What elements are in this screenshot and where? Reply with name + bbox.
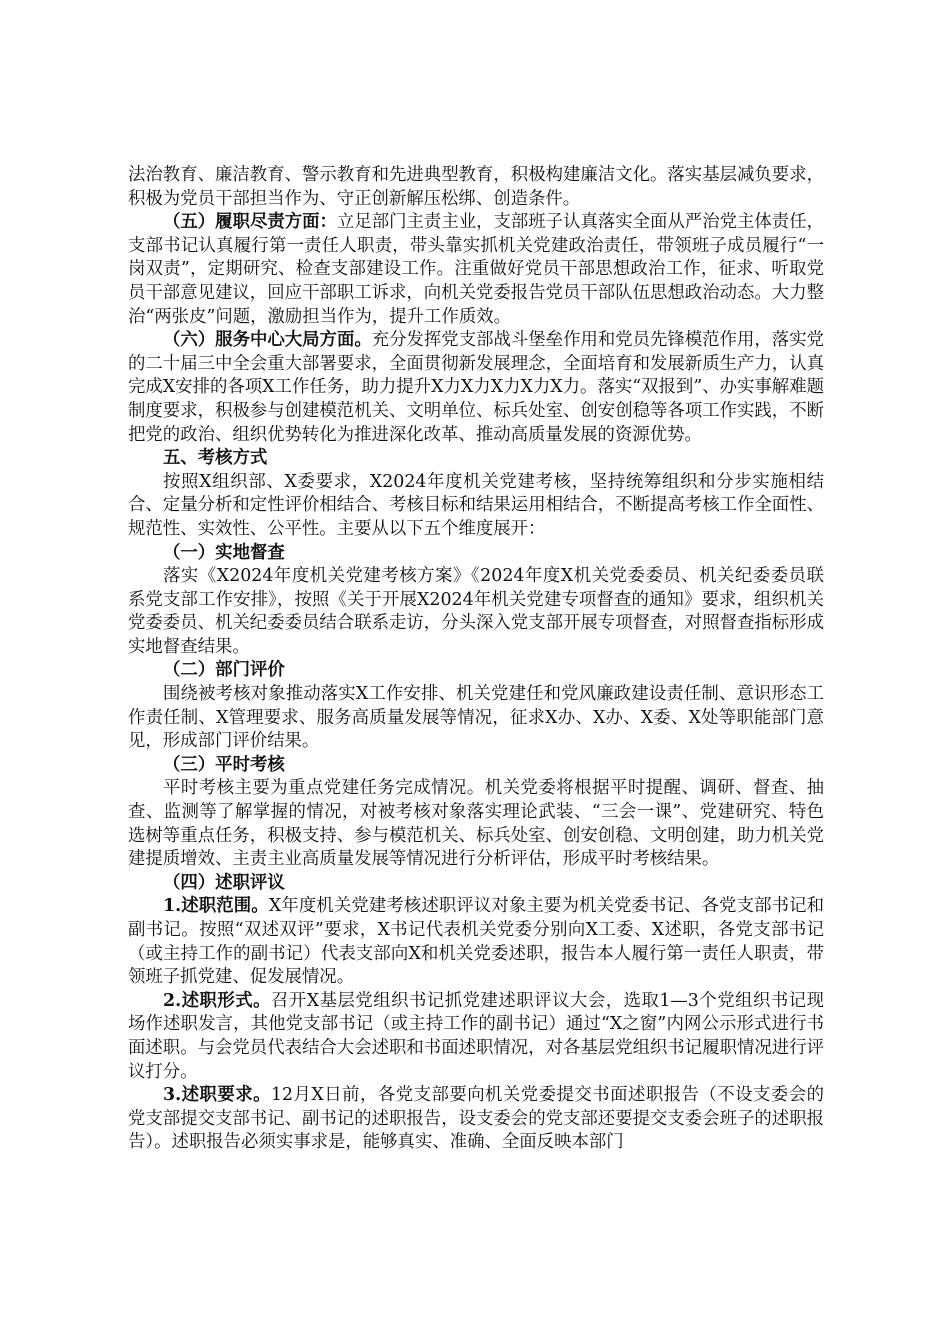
heading-duty: （五）履职尽责方面： [163,212,337,233]
paragraph-report-requirement [128,1084,824,1155]
subsection-title-inspection: （一）实地督查 [163,542,285,563]
subsection-title-department: （二）部门评价 [163,660,285,681]
paragraph-routine: 平时考核主要为重点党建任务完成情况。机关党委将根据平时提醒、调研、督查、抽查、监测等了解掌握的情况，对被考核对象落实理论武装、“三会一课”、党建研究、特色选树等重点任务，积极支持、参与模范机关、标兵处室、创安创稳、文明创建，助力机关党建提质增效、主责主业高质量发展等情况进行分析评估，形成平时考核结果。 [128,778,824,870]
paragraph-duty [128,211,824,329]
heading-report-scope: 1.述职范围。 [163,896,269,917]
paragraph-duty-body: 立足部门主责主业，支部班子认真落实全面从严治党主体责任，支部书记认真履行第一责任人职责，带头靠实抓机关党建政治责任，带领班子成员履行“一岗双责”，定期研究、检查支部建设工作。注重做好党员干部思想政治工作，征求、听取党员干部意见建议，回应干部职工诉求，向机关党委报告党员干部队伍思想政治动态。大力整治“两张皮”问题，激励担当作为，提升工作质效。 [128,212,824,327]
document-page [128,164,824,1155]
paragraph-intro: 法治教育、廉洁教育、警示教育和先进典型教育，积极构建廉洁文化。落实基层减负要求，积极为党员干部担当作为、守正创新解压松绑、创造条件。 [128,165,824,209]
subsection-title-report: （四）述职评议 [163,872,285,893]
section-title-assessment: 五、考核方式 [163,448,268,469]
paragraph-report-form [128,990,824,1084]
paragraph-report-form-body: 召开X基层党组织书记抓党建述职评议大会，选取1—3个党组织书记现场作述职发言，其他党支部书记（或主持工作的副书记）通过“X之窗”内网公示形式进行书面述职。与会党员代表结合大会述职和书面述职情况，对各基层党组织书记履职情况进行评议打分。 [128,990,824,1082]
subsection-title-routine: （三）平时考核 [163,754,285,775]
paragraph-service-body: 充分发挥党支部战斗堡垒作用和党员先锋模范作用，落实党的二十届三中全会重大部署要求，全面贯彻新发展理念，全面培育和发展新质生产力，认真完成X安排的各项X工作任务，助力提升X力X力X力X力X力。落实“双报到”、办实事解难题制度要求，积极参与创建模范机关、文明单位、标兵处室、创安创稳等各项工作实践，不断把党的政治、组织优势转化为推进深化改革、推动高质量发展的资源优势。 [128,330,824,445]
heading-service: （六）服务中心大局方面。 [163,330,372,351]
heading-report-form: 2.述职形式。 [163,990,272,1011]
paragraph-report-scope [128,895,824,989]
heading-report-requirement: 3.述职要求。 [163,1085,271,1106]
paragraph-report-scope-body: X年度机关党建考核述职评议对象主要为机关党委书记、各党支部书记和副书记。按照“双述双评”要求，X书记代表机关党委分别向X工委、X述职，各党支部书记（或主持工作的副书记）代表支部向X和机关党委述职，报告本人履行第一责任人职责，带领班子抓党建、促发展情况。 [128,896,825,988]
paragraph-assessment-intro: 按照X组织部、X委要求，X2024年度机关党建考核，坚持统筹组织和分步实施相结合、定量分析和定性评价相结合、考核目标和结果运用相结合，不断提高考核工作全面性、规范性、实效性、公平性。主要从以下五个维度展开： [128,471,824,539]
paragraph-report-requirement-body: 12月X日前，各党支部要向机关党委提交书面述职报告（不设支委会的党支部提交支部书记、副书记的述职报告，设支委会的党支部还要提交支委会班子的述职报告）。述职报告必须实事求是，能够真实、准确、全面反映本部门 [128,1085,824,1153]
paragraph-service [128,329,824,447]
paragraph-inspection: 落实《X2024年度机关党建考核方案》《2024年度X机关党委委员、机关纪委委员联系党支部工作安排》，按照《关于开展X2024年机关党建专项督查的通知》要求，组织机关党委委员、机关纪委委员结合联系走访，分头深入党支部开展专项督查，对照督查指标形成实地督查结果。 [128,566,824,657]
paragraph-department: 围绕被考核对象推动落实X工作安排、机关党建任和党风廉政建设责任制、意识形态工作责任制、X管理要求、服务高质量发展等情况，征求X办、X办、X委、X处等职能部门意见，形成部门评价结果。 [128,684,824,752]
